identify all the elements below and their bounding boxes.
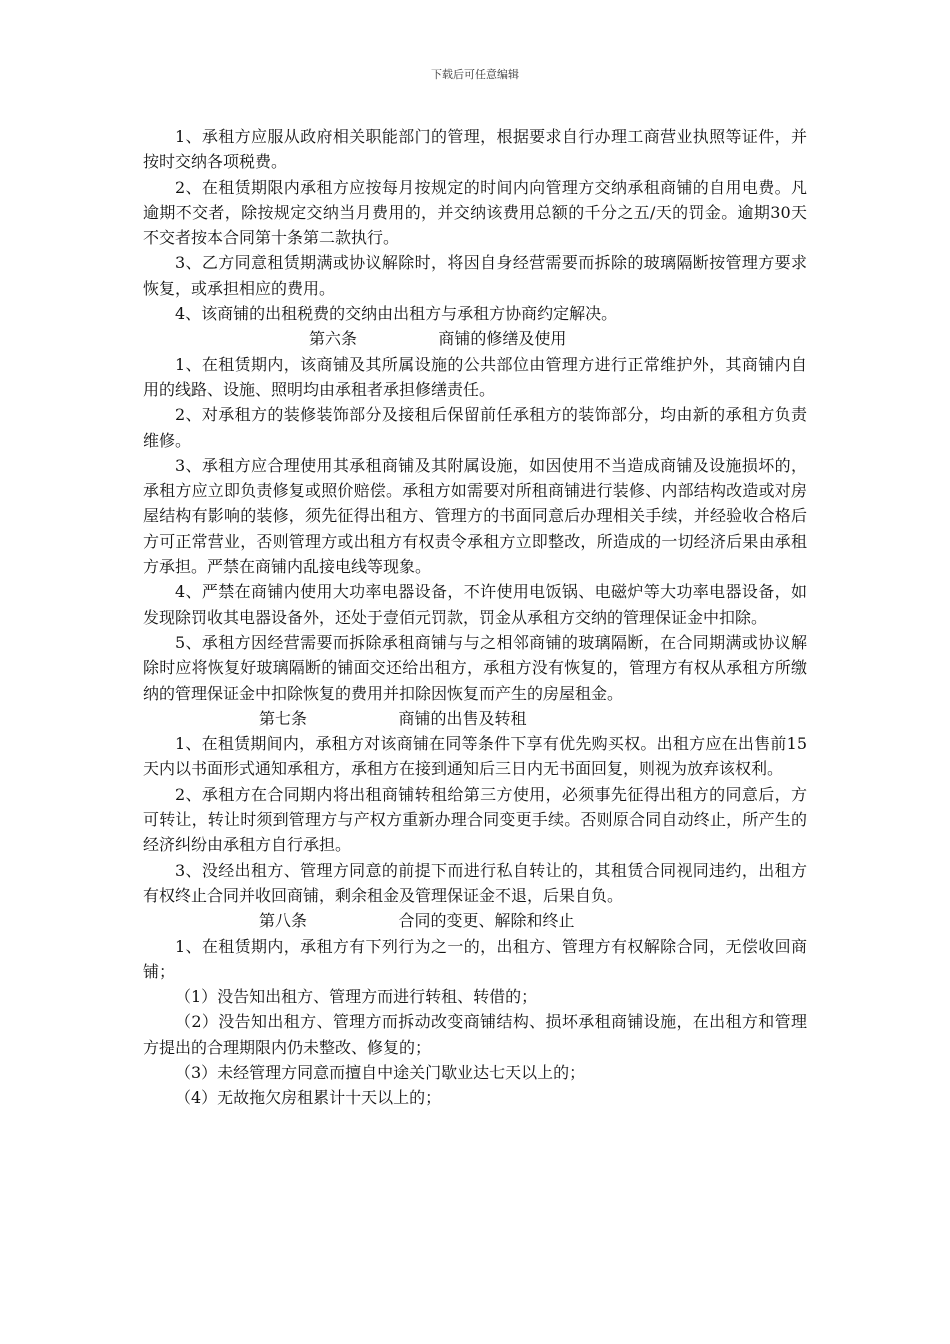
section-heading-article-8: 第八条 合同的变更、解除和终止 [259,911,575,931]
paragraph-7-1: 1、在租赁期间内，承租方对该商铺在同等条件下享有优先购买权。出租方应在出售前15天内以书面形式通知承租方，承租方在接到通知后三日内无书面回复，则视为放弃该权利。 [143,734,807,779]
paragraph-6-4: 4、严禁在商铺内使用大功率电器设备，不许使用电饭锅、电磁炉等大功率电器设备，如发现除罚收其电器设备外，还处于壹佰元罚款，罚金从承租方交纳的管理保证金中扣除。 [143,582,807,627]
section-heading-article-7: 第七条 商铺的出售及转租 [259,708,527,728]
page-header: 下载后可任意编辑 [431,68,519,81]
list-item-4: （4）无故拖欠房租累计十天以上的； [175,1088,442,1108]
paragraph-7-2: 2、承租方在合同期内将出租商铺转租给第三方使用，必须事先征得出租方的同意后，方可转让，转让时须到管理方与产权方重新办理合同变更手续。否则原合同自动终止，所产生的经济纠纷由承租方自行承担。 [143,784,807,855]
paragraph-5-4: 4、该商铺的出租税费的交纳由出租方与承租方协商约定解决。 [175,304,618,324]
paragraph-6-2: 2、对承租方的装修装饰部分及接租后保留前任承租方的装饰部分，均由新的承租方负责维修。 [143,405,807,450]
document-body [143,124,807,1111]
paragraph-5-3: 3、乙方同意租赁期满或协议解除时，将因自身经营需要而拆除的玻璃隔断按管理方要求恢复，或承担相应的费用。 [143,253,807,298]
list-item-2: （2）没告知出租方、管理方而拆动改变商铺结构、损坏承租商铺设施，在出租方和管理方提出的合理期限内仍未整改、修复的； [143,1012,807,1057]
list-item-1: （1）没告知出租方、管理方而进行转租、转借的； [175,987,538,1007]
paragraph-5-2: 2、在租赁期限内承租方应按每月按规定的时间内向管理方交纳承租商铺的自用电费。凡逾期不交者，除按规定交纳当月费用的，并交纳该费用总额的千分之五/天的罚金。逾期30天不交者按本合同第十条第二款执行。 [143,177,807,248]
paragraph-6-3: 3、承租方应合理使用其承租商铺及其附属设施，如因使用不当造成商铺及设施损坏的，承租方应立即负责修复或照价赔偿。承租方如需要对所租商铺进行装修、内部结构改造或对房屋结构有影响的装修，须先征得出租方、管理方的书面同意后办理相关手续，并经验收合格后方可正常营业，否则管理方或出租方有权责令承租方立即整改，所造成的一切经济后果由承租方承担。严禁在商铺内乱接电线等现象。 [143,455,807,577]
paragraph-6-1: 1、在租赁期内，该商铺及其所属设施的公共部位由管理方进行正常维护外，其商铺内自用的线路、设施、照明均由承租者承担修缮责任。 [143,354,807,399]
paragraph-6-5: 5、承租方因经营需要而拆除承租商铺与与之相邻商铺的玻璃隔断，在合同期满或协议解除时应将恢复好玻璃隔断的铺面交还给出租方，承租方没有恢复的，管理方有权从承租方所缴纳的管理保证金中扣除恢复的费用并扣除因恢复而产生的房屋租金。 [143,632,807,703]
list-item-3: （3）未经管理方同意而擅自中途关门歇业达七天以上的； [175,1062,586,1082]
section-heading-article-6: 第六条 商铺的修缮及使用 [309,329,567,349]
paragraph-8-1: 1、在租赁期内，承租方有下列行为之一的，出租方、管理方有权解除合同，无偿收回商铺； [143,936,807,981]
paragraph-7-3: 3、没经出租方、管理方同意的前提下而进行私自转让的，其租赁合同视同违约，出租方有权终止合同并收回商铺，剩余租金及管理保证金不退，后果自负。 [143,860,807,905]
paragraph-5-1: 1、承租方应服从政府相关职能部门的管理，根据要求自行办理工商营业执照等证件，并按时交纳各项税费。 [143,127,807,172]
